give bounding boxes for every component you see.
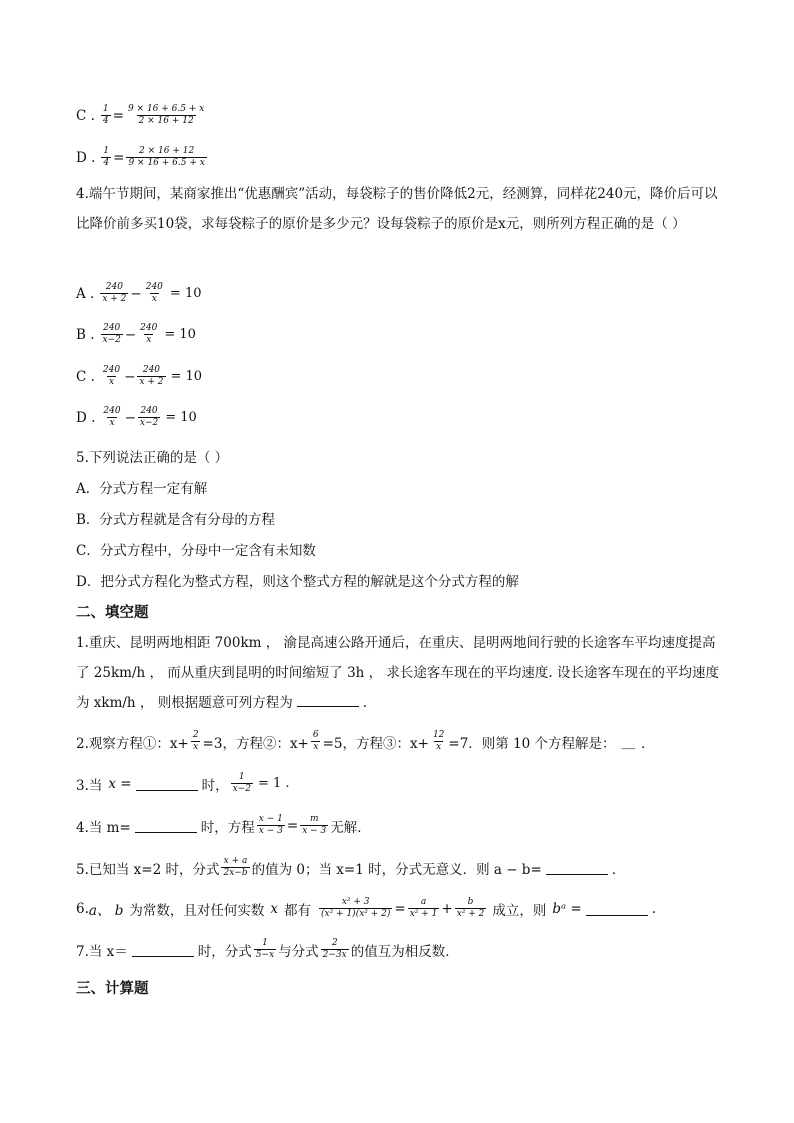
fraction: $\frac{240}{x + 2}$ [139,365,164,387]
minus: − [124,326,137,343]
fill-q5: 5.已知当 x=2 时，分式 $\frac{x + a}{2x-b}$ 的值为 0；当 x=1 时，分式无意义．则 a − b= ． [76,856,626,878]
minus: − [130,285,142,302]
option-label: D . [76,409,96,426]
q3-option-d [76,146,209,169]
rhs: = 10 [169,286,202,301]
answer-blank[interactable] [135,818,197,833]
answer-blank[interactable] [586,901,648,916]
answer-blank[interactable] [546,860,608,875]
rhs: = 10 [165,410,197,425]
fraction: $\frac{240}{x}$ [102,365,121,387]
fraction: $\frac{240}{x-2}$ [102,323,121,345]
q5-option-b: B．分式方程就是含有分母的方程 [76,512,275,528]
q4-stem: 4.端午节期间，某商家推出“优惠酬宾”活动，每袋粽子的售价降低2元，经测算，同样花240元，降价后可以比降价前多买10袋，求每袋粽子的原价是多少元？设每袋粽子的原价是x元，则所列方程正确的是（ ） [76,186,718,232]
q3-option-c [76,104,208,127]
q4-option-c [76,365,202,388]
fraction: $\frac{12}{x}$ [432,730,445,752]
fraction: $\frac{240}{x + 2}$ [102,282,127,304]
fill-q7: 7.当 x＝ 时，分式 $\frac{1}{5-x}$ 与分式 $\frac{2}{2-3x}$ 的值互为相反数． [76,938,459,960]
rhs: = 10 [170,369,203,384]
fraction: $\frac{m}{x - 3}$ [302,814,327,836]
minus: − [124,409,136,426]
fraction: $\frac{1}{4}$ [103,146,110,168]
q5-stem: 5.下列说法正确的是（ ） [76,450,229,466]
fill-q4: 4.当 m= 时，方程 $\frac{x - 1}{x - 3}$ = $\frac{m}{x - 3}$ 无解． [76,814,371,836]
fraction: $\frac{b}{\text{x² + 2}}$ [456,897,485,919]
q5-option-a: A．分式方程一定有解 [76,481,208,497]
q4-option-a [76,282,202,305]
fraction: $\frac{240}{x}$ [145,282,163,304]
fill-q1: 1.重庆、昆明两地相距 700km ， 渝昆高速公路开通后，在重庆、昆明两地间行驶的长途客车平均速度提高了 25km/h ， 而从重庆到昆明的时间缩短了 3h ， 求长途客车现在的平均速度. 设长途客车现在的平均速度为 xkm/h ， 则根据题意可列方程为 . [76,635,720,711]
section-heading-calculation: 三、计算题 [76,981,149,997]
option-label: C . [76,107,95,124]
fraction: $\frac{2}{2-3x}$ [322,938,347,960]
fraction: $\frac{240}{x}$ [103,406,121,428]
option-label: B . [76,326,95,343]
fraction: $\frac{2}{x}$ [192,730,199,752]
equals: = [113,149,125,166]
option-label: D . [76,149,96,166]
q4-option-b [76,323,196,346]
minus: − [124,368,136,385]
answer-blank[interactable] [132,942,194,957]
q5-option-c: C．分式方程中，分母中一定含有未知数 [76,543,316,559]
fill-q3: 3.当 x = 时， $\frac{1}{x-2}$ = 1 . [76,772,290,794]
q4-option-d [76,406,197,429]
fraction: $\frac{1}{x-2}$ [232,772,251,794]
fraction: $\frac{2 \times 16 + 12}{9 \times 16 + 6.5 + x}$ [128,146,205,168]
fraction: $\frac{a}{\text{x² + 1}}$ [409,897,438,919]
section-heading-fill-in: 二、填空题 [76,605,149,621]
q5-option-d: D．把分式方程化为整式方程，则这个整式方程的解就是这个分式方程的解 [76,574,519,590]
fraction: $\frac{\text{x² + 3}}{\text{(x² + 1)(x² + 2)}}$ [321,897,391,919]
equals: = [112,107,124,124]
fraction: $\frac{1}{4}$ [102,104,109,126]
fraction: $\frac{x - 1}{x - 3}$ [258,814,283,836]
fill-q6: 6. a、 b 为常数，且对任何实数 x 都有 $\frac{\text{x² + 3}}{\text{(x² + 1)(x² + 2)}}$ = $\frac{a}{\text{x² + 1}}$ + $\frac{b}{\text{x² + 2}}$ 成立，则 bᵃ = . [76,897,657,919]
fraction: $\frac{6}{x}$ [312,730,319,752]
answer-blank[interactable] [136,776,198,791]
fraction: $\frac{9 \times 16 + 6.5 + x}{2 \times 16 + 12}$ [127,104,205,126]
answer-blank[interactable] [297,692,359,707]
fraction: $\frac{x + a}{2x-b}$ [223,856,248,878]
rhs: = 10 [164,327,196,342]
fraction: $\frac{1}{5-x}$ [255,938,275,960]
answer-blank[interactable]: __ [621,733,636,750]
fraction: $\frac{240}{x-2}$ [139,406,159,428]
fill-q1-text: 1.重庆、昆明两地相距 700km ， 渝昆高速公路开通后，在重庆、昆明两地间行驶的长途客车平均速度提高了 25km/h ， 而从重庆到昆明的时间缩短了 3h ， 求长途客车现在的平均速度. 设长途客车现在的平均速度为 xkm/h ， 则根据题意可列方程为 [76,635,720,711]
fraction: $\frac{240}{x}$ [140,323,158,345]
option-label: C . [76,368,95,385]
fill-q2: 2.观察方程①：x+ $\frac{2}{x}$ =3，方程②：x+ $\frac{6}{x}$ =5，方程③：x+ $\frac{12}{x}$ =7．则第 10 个方程解是： __ ． [76,730,655,752]
option-label: A . [76,285,95,302]
